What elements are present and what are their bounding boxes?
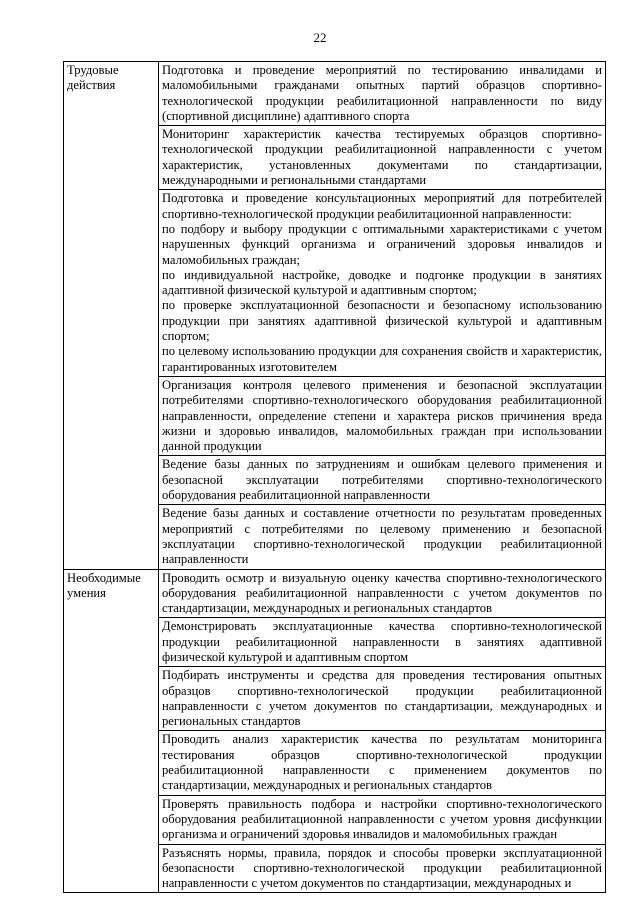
table-cell: Мониторинг характеристик качества тестируемых образцов спортивно-технологической продукции реабилитационной направленности с учетом характеристик, установленных документами по стандартизации, международными и региональными стандартами	[159, 126, 606, 190]
table-cell: Подбирать инструменты и средства для проведения тестирования опытных образцов спортивно-технологической продукции реабилитационной направленности с учетом документов по стандартизации, международных и региональных стандартов	[159, 667, 606, 731]
cell-paragraph: по целевому использованию продукции для сохранения свойств и характеристик, гарантированных изготовителем	[162, 344, 602, 374]
table-cell: Разъяснять нормы, правила, порядок и способы проверки эксплуатационной безопасности спортивно-технологической продукции реабилитационной направленности с учетом документов по стандартизации, международных и	[159, 844, 606, 893]
table-cell: Проверять правильность подбора и настройки спортивно-технологического оборудования реабилитационной направленности с учетом уровня дисфункции организма и ограничений здоровья инвалидов и маломобильных граждан	[159, 795, 606, 844]
table-row	[64, 569, 606, 618]
cell-paragraph: по проверке эксплуатационной безопасности и безопасному использованию продукции при занятиях адаптивной физической культурой и адаптивным спортом;	[162, 298, 602, 344]
requirements-table	[63, 61, 606, 893]
page-number: 22	[313, 30, 327, 45]
table-cell: Организация контроля целевого применения и безопасной эксплуатации потребителями спортивно-технологического оборудования реабилитационной направленности, определение степени и характера рисков причинения вреда жизни и здоровью инвалидов, маломобильных граждан при использовании данной продукции	[159, 376, 606, 455]
cell-paragraph: по индивидуальной настройке, доводке и подгонке продукции в занятиях адаптивной физической культурой и адаптивным спортом;	[162, 267, 602, 298]
section-label-labor-actions: Трудовые действия	[64, 62, 159, 570]
section-label-required-skills: Необходимые умения	[64, 569, 159, 893]
table-cell: Проводить осмотр и визуальную оценку качества спортивно-технологического оборудования реабилитационной направленности с учетом документов по стандартизации, международных и региональных стандартов	[159, 569, 606, 618]
table-cell: Ведение базы данных и составление отчетности по результатам проведенных мероприятий с потребителями по целевому применению и безопасной эксплуатации спортивно-технологической продукции реабилитационной направленности	[159, 505, 606, 569]
table-row	[64, 62, 606, 126]
cell-paragraph: по подбору и выбору продукции с оптимальными характеристиками с учетом нарушенных функций организма и ограничений здоровья инвалидов и маломобильных граждан;	[162, 221, 602, 267]
cell-paragraph: Подготовка и проведение консультационных мероприятий для потребителей спортивно-технологической продукции реабилитационной направленности:	[162, 191, 602, 221]
table-cell	[159, 190, 606, 377]
table-cell: Ведение базы данных по затруднениям и ошибкам целевого применения и безопасной эксплуатации потребителями спортивно-технологического оборудования реабилитационной направленности	[159, 456, 606, 505]
table-cell: Демонстрировать эксплуатационные качества спортивно-технологической продукции реабилитационной направленности в занятиях адаптивной физической культурой и адаптивным спортом	[159, 618, 606, 667]
table-cell: Проводить анализ характеристик качества по результатам мониторинга тестирования образцов спортивно-технологической продукции реабилитационной направленности с применением документов по стандартизации, международных и региональных стандартов	[159, 731, 606, 795]
table-cell: Подготовка и проведение мероприятий по тестированию инвалидами и маломобильными гражданами опытных партий образцов спортивно-технологической продукции реабилитационной направленности по виду (спортивной дисциплине) адаптивного спорта	[159, 62, 606, 126]
